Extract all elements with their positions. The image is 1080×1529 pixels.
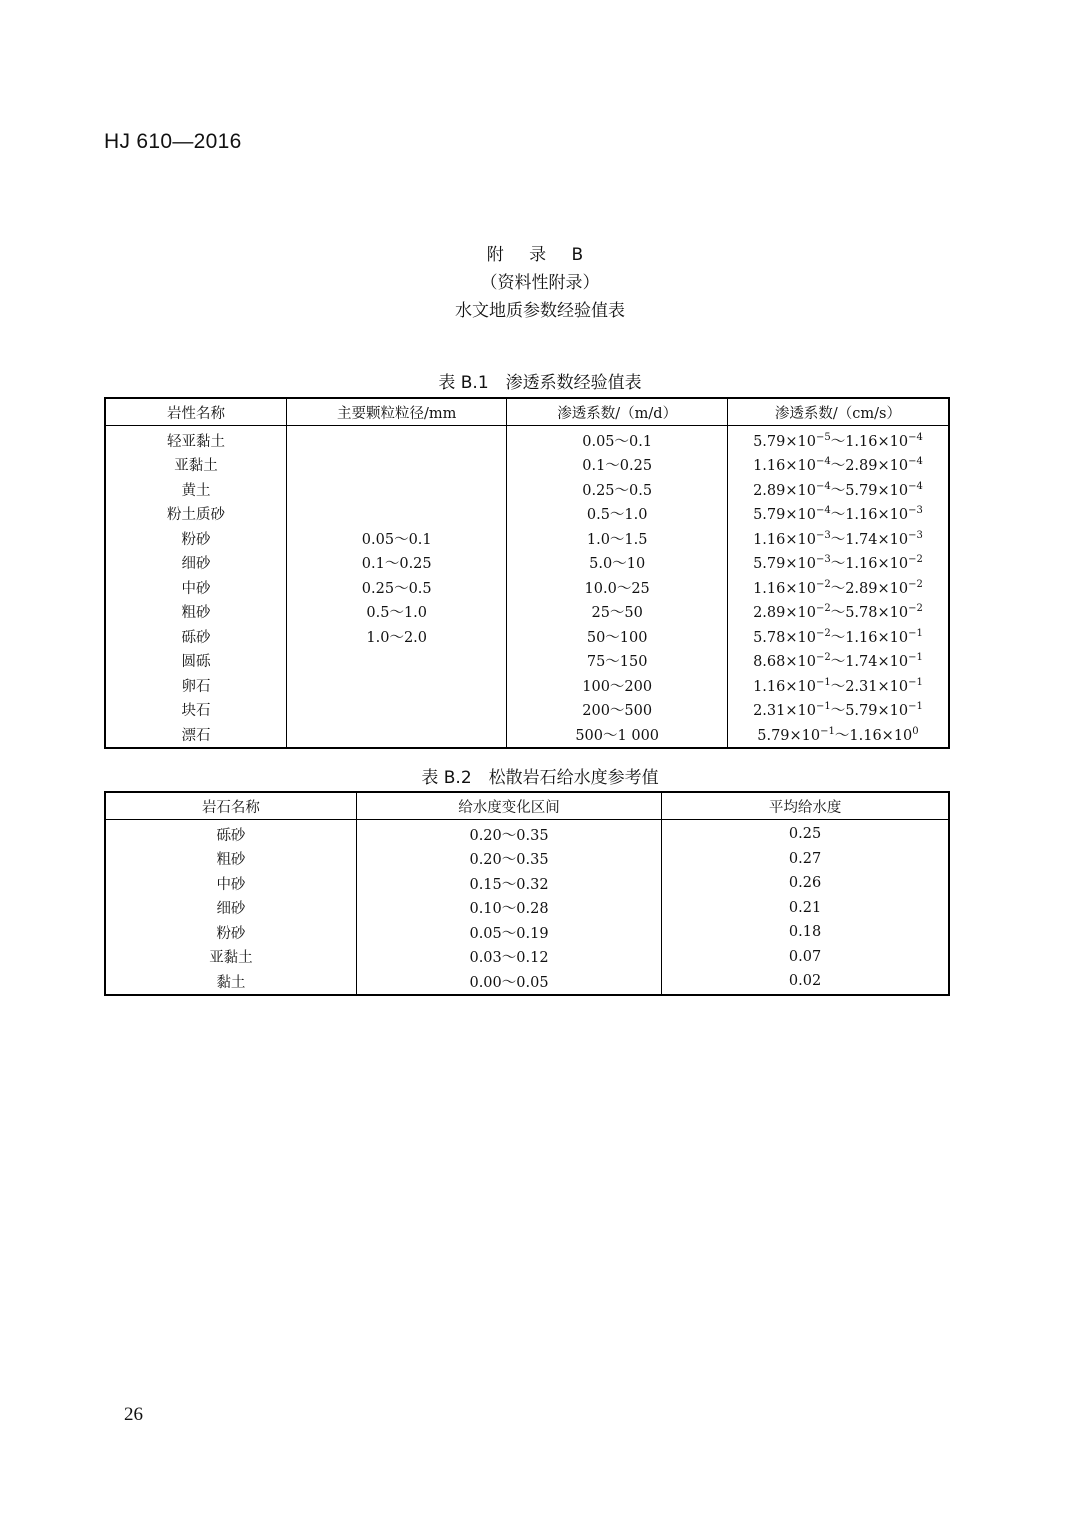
- table-row: [105, 722, 949, 748]
- column-header: 岩性名称: [105, 398, 286, 426]
- table-cell: $5.79\times 10^{-5}\sim 1.16\times 10^{-4}$: [727, 426, 949, 453]
- table-row: [105, 969, 949, 995]
- table-cell: $1.16\times 10^{-1}\sim 2.31\times 10^{-1}$: [727, 673, 949, 698]
- table-cell: 亚黏土: [105, 453, 286, 478]
- table-cell: 粉土质砂: [105, 502, 286, 527]
- table-cell: 黏土: [105, 969, 356, 995]
- table-cell: 0.25～0.5: [507, 477, 727, 502]
- table-cell: 0.02: [662, 969, 949, 995]
- table-cell: [286, 426, 506, 453]
- table-cell: 粉砂: [105, 920, 356, 945]
- table-cell: 0.26: [662, 871, 949, 896]
- table-cell: 细砂: [105, 896, 356, 921]
- table-row: [105, 698, 949, 723]
- table-cell: 粉砂: [105, 526, 286, 551]
- table-cell: 块石: [105, 698, 286, 723]
- table-row: [105, 453, 949, 478]
- table-row: [105, 600, 949, 625]
- table-cell: 0.20～0.35: [356, 847, 661, 872]
- table-cell: 0.27: [662, 847, 949, 872]
- table-cell: [286, 477, 506, 502]
- column-header: 给水度变化区间: [356, 792, 661, 820]
- table-cell: 0.18: [662, 920, 949, 945]
- table-header-row: [105, 792, 949, 820]
- table-cell: $2.31\times 10^{-1}\sim 5.79\times 10^{-1}$: [727, 698, 949, 723]
- table-cell: $5.78\times 10^{-2}\sim 1.16\times 10^{-1}$: [727, 624, 949, 649]
- table-cell: 50～100: [507, 624, 727, 649]
- table-header-row: [105, 398, 949, 426]
- table-cell: 200～500: [507, 698, 727, 723]
- table-cell: $5.79\times 10^{-4}\sim 1.16\times 10^{-3}$: [727, 502, 949, 527]
- table-cell: 25～50: [507, 600, 727, 625]
- table-cell: $2.89\times 10^{-4}\sim 5.79\times 10^{-4}$: [727, 477, 949, 502]
- table-cell: $2.89\times 10^{-2}\sim 5.78\times 10^{-2}$: [727, 600, 949, 625]
- table-row: [105, 847, 949, 872]
- table-cell: 0.00～0.05: [356, 969, 661, 995]
- table-row: [105, 477, 949, 502]
- table-cell: 轻亚黏土: [105, 426, 286, 453]
- table-cell: $5.79\times 10^{-3}\sim 1.16\times 10^{-2}$: [727, 551, 949, 576]
- table-cell: 黄土: [105, 477, 286, 502]
- table-cell: 0.1～0.25: [286, 551, 506, 576]
- table-row: [105, 945, 949, 970]
- table-cell: 0.20～0.35: [356, 820, 661, 847]
- table-cell: 1.0～2.0: [286, 624, 506, 649]
- appendix-title: 水文地质参数经验值表: [455, 301, 625, 321]
- table-b1-caption: 表 B.1 渗透系数经验值表: [438, 373, 642, 393]
- table-cell: 亚黏土: [105, 945, 356, 970]
- table-cell: $5.79\times 10^{-1}\sim 1.16\times 10^0$: [727, 722, 949, 748]
- table-cell: 1.0～1.5: [507, 526, 727, 551]
- table-cell: 0.05～0.1: [507, 426, 727, 453]
- table-cell: 粗砂: [105, 847, 356, 872]
- table-cell: 0.07: [662, 945, 949, 970]
- table-cell: $1.16\times 10^{-2}\sim 2.89\times 10^{-2}$: [727, 575, 949, 600]
- table-cell: 中砂: [105, 871, 356, 896]
- table-cell: 0.25～0.5: [286, 575, 506, 600]
- column-header: 主要颗粒粒径/mm: [286, 398, 506, 426]
- table-row: [105, 820, 949, 847]
- table-cell: [286, 698, 506, 723]
- table-cell: [286, 502, 506, 527]
- column-header: 渗透系数/（cm/s）: [727, 398, 949, 426]
- table-cell: 0.21: [662, 896, 949, 921]
- appendix-subtitle: （资料性附录）: [480, 273, 600, 293]
- table-row: [105, 649, 949, 674]
- table-cell: $1.16\times 10^{-3}\sim 1.74\times 10^{-3}$: [727, 526, 949, 551]
- table-row: [105, 673, 949, 698]
- table-cell: 75～150: [507, 649, 727, 674]
- table-row: [105, 575, 949, 600]
- column-header: 渗透系数/（m/d）: [507, 398, 727, 426]
- table-cell: 砾砂: [105, 820, 356, 847]
- table-cell: 0.5～1.0: [507, 502, 727, 527]
- table-cell: $8.68\times 10^{-2}\sim 1.74\times 10^{-1}$: [727, 649, 949, 674]
- table-cell: 0.05～0.19: [356, 920, 661, 945]
- table-row: [105, 920, 949, 945]
- table-cell: 0.10～0.28: [356, 896, 661, 921]
- table-row: [105, 426, 949, 453]
- column-header: 平均给水度: [662, 792, 949, 820]
- table-cell: 细砂: [105, 551, 286, 576]
- specific-yield-table: [104, 791, 950, 996]
- table-cell: 卵石: [105, 673, 286, 698]
- table-cell: 圆砾: [105, 649, 286, 674]
- table-cell: $1.16\times 10^{-4}\sim 2.89\times 10^{-4}$: [727, 453, 949, 478]
- table-row: [105, 526, 949, 551]
- table-cell: 0.25: [662, 820, 949, 847]
- table-cell: 0.5～1.0: [286, 600, 506, 625]
- table-cell: 100～200: [507, 673, 727, 698]
- table-row: [105, 896, 949, 921]
- table-cell: 粗砂: [105, 600, 286, 625]
- table-cell: 砾砂: [105, 624, 286, 649]
- appendix-label: 附 录 B: [486, 245, 594, 265]
- table-b2-caption: 表 B.2 松散岩石给水度参考值: [421, 768, 659, 788]
- table-row: [105, 871, 949, 896]
- table-cell: 漂石: [105, 722, 286, 748]
- table-row: [105, 551, 949, 576]
- table-cell: 0.15～0.32: [356, 871, 661, 896]
- table-cell: [286, 453, 506, 478]
- document-code: HJ 610—2016: [104, 130, 242, 153]
- table-cell: 10.0～25: [507, 575, 727, 600]
- table-cell: 500～1 000: [507, 722, 727, 748]
- page-number: 26: [124, 1404, 143, 1425]
- table-cell: [286, 722, 506, 748]
- table-cell: 0.1～0.25: [507, 453, 727, 478]
- column-header: 岩石名称: [105, 792, 356, 820]
- table-cell: 0.05～0.1: [286, 526, 506, 551]
- table-cell: [286, 649, 506, 674]
- permeability-table: [104, 397, 950, 749]
- table-row: [105, 624, 949, 649]
- table-row: [105, 502, 949, 527]
- table-cell: [286, 673, 506, 698]
- table-cell: 中砂: [105, 575, 286, 600]
- table-cell: 5.0～10: [507, 551, 727, 576]
- table-cell: 0.03～0.12: [356, 945, 661, 970]
